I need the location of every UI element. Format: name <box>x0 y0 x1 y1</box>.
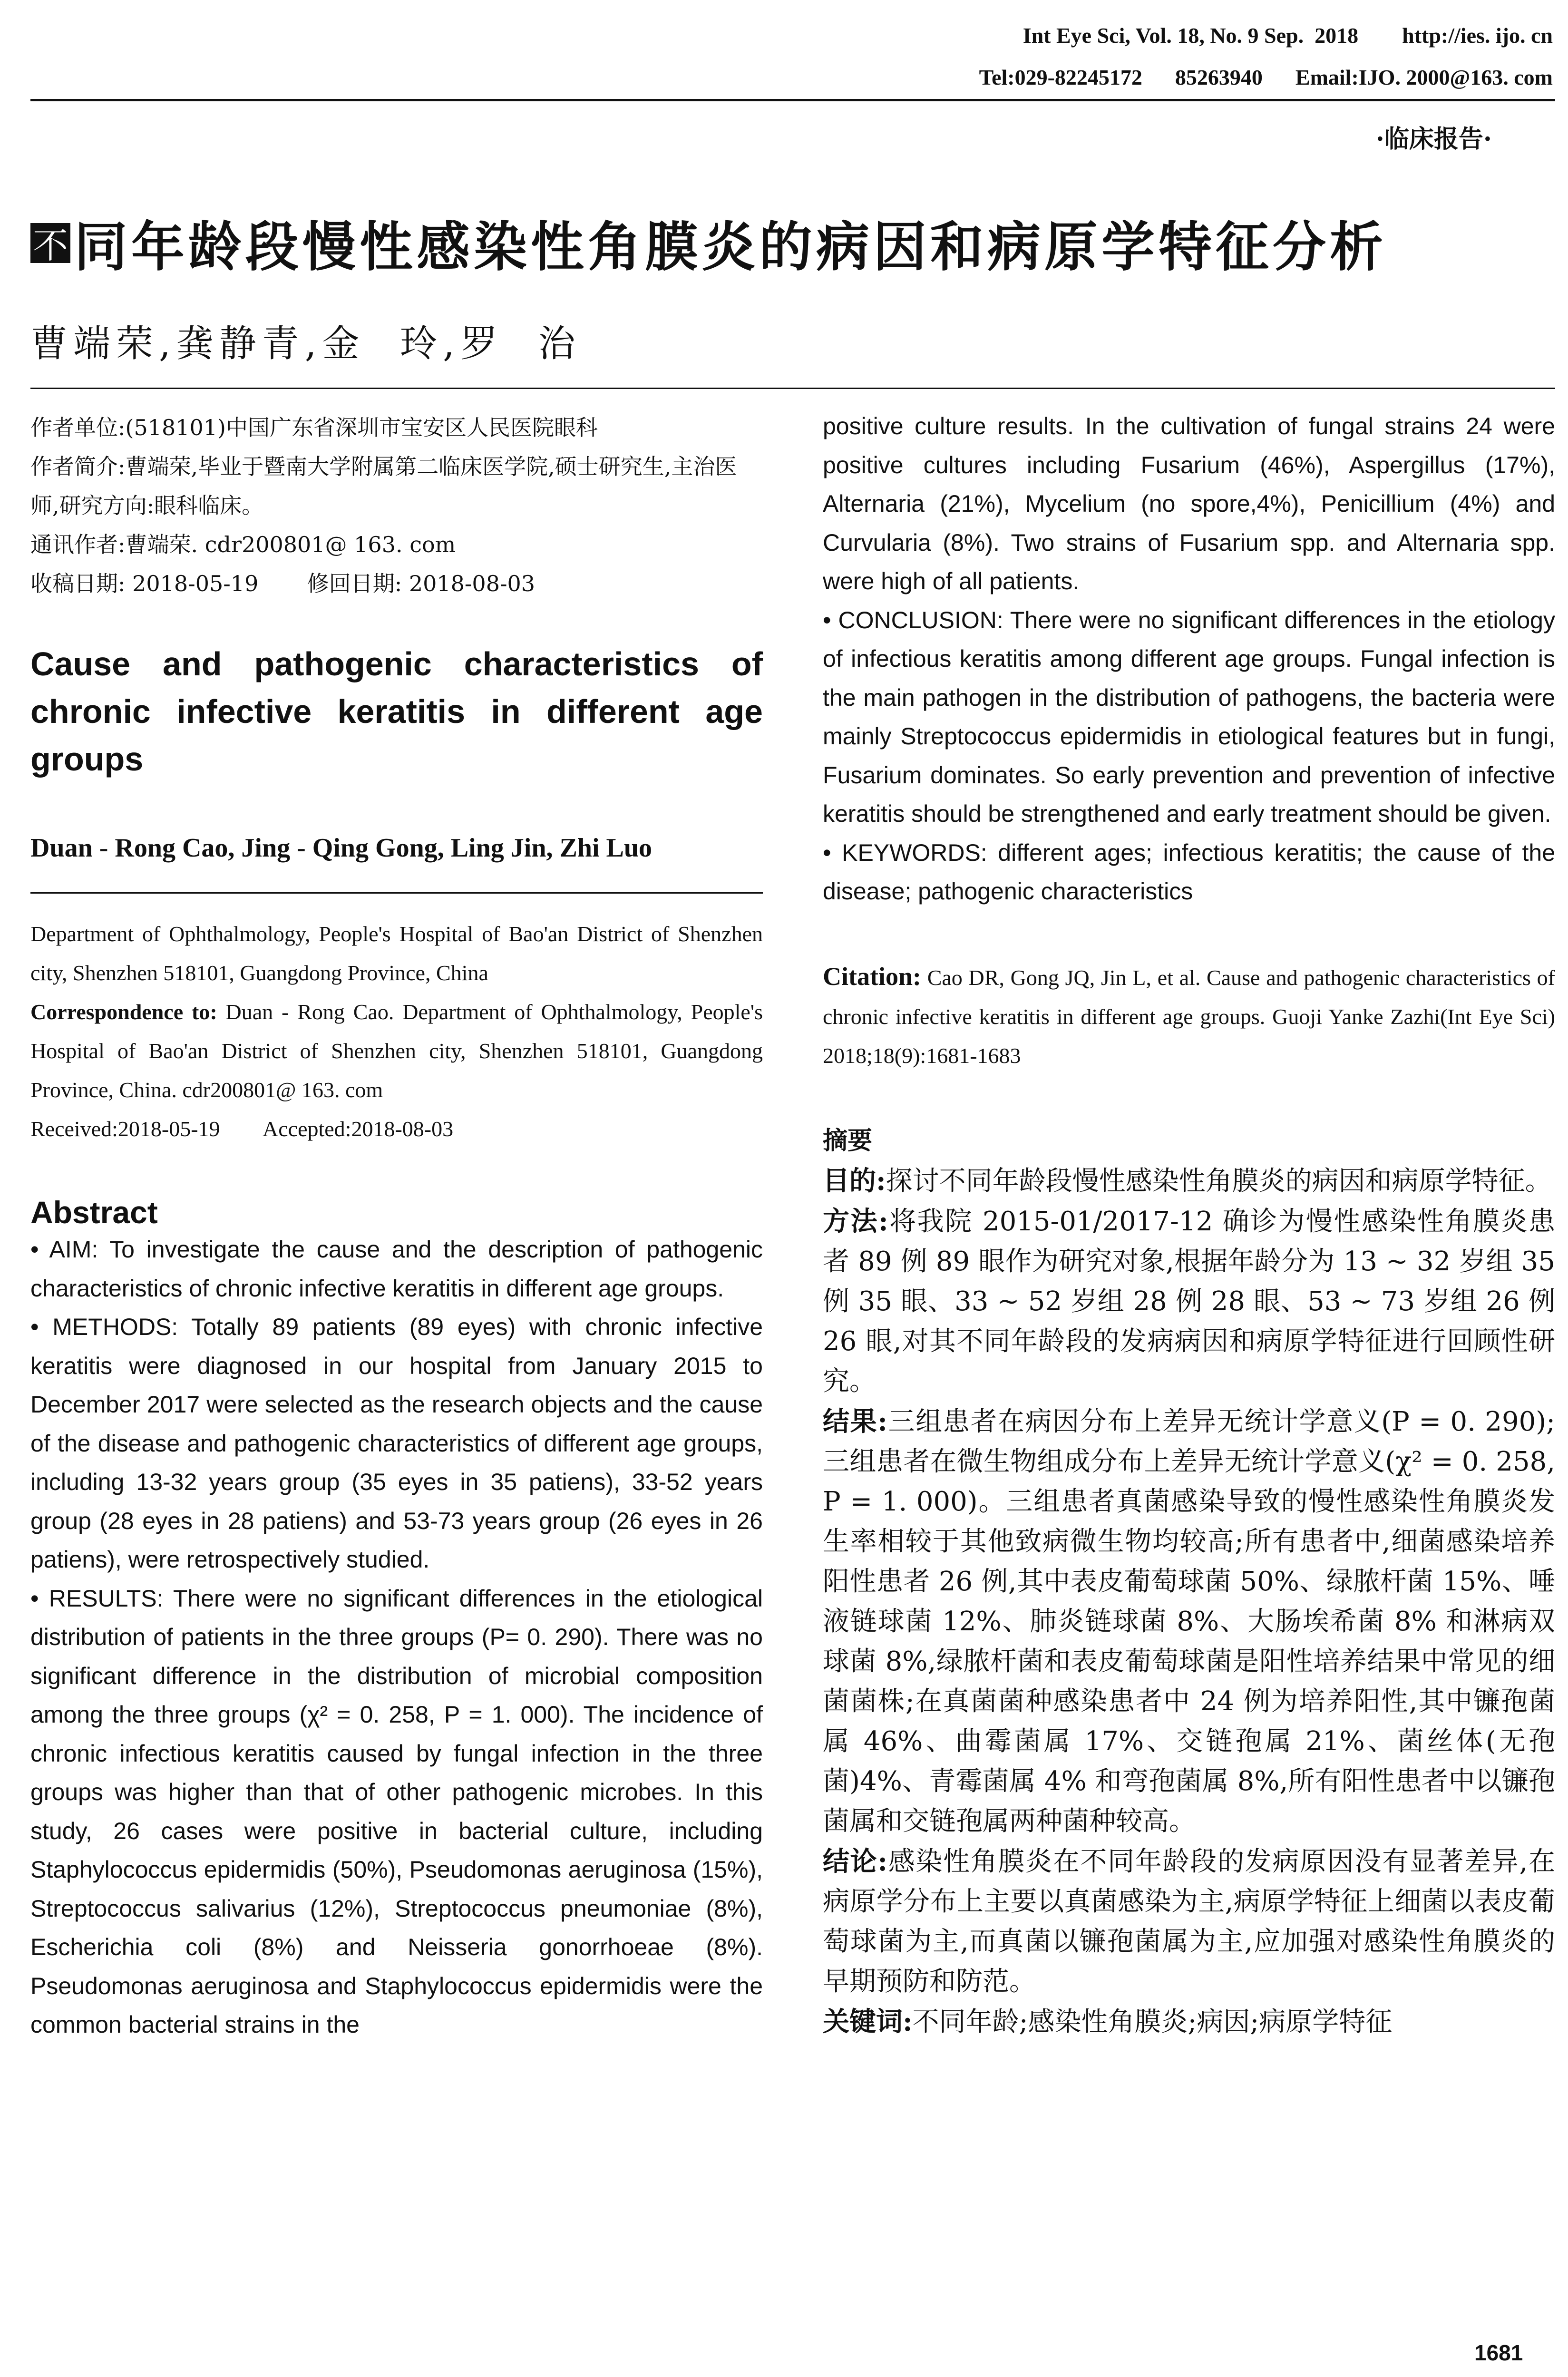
abstract-body-right <box>823 407 1555 911</box>
abstract-results-continued: positive culture results. In the cultivation of fungal strains 24 were positive cultures including Fusarium (46%), Aspergillus (17%), Alternaria (21%), Mycelium (no spore,4%), Penicillium (4%) and Curvularia (8%). Two strains of Fusarium spp. and Alternaria spp. were high of all patients. <box>823 413 1555 594</box>
abstract-results: • RESULTS: There were no significant differences in the etiological distribution of patients in the three groups (P= 0. 290). There was no significant difference in the distribution of microbial composition among the three groups (χ² = 0. 258, P = 1. 000). The incidence of chronic infectious keratitis caused by fungal infection in the three groups was higher than that of other pathogenic microbes. In this study, 26 cases were positive in bacterial culture, including Staphylococcus epidermidis (50%), Pseudomonas aeruginosa (15%), Streptococcus salivarius (12%), Streptococcus pneumoniae (8%), Escherichia coli (8%) and Neisseria gonorrhoeae (8%). Pseudomonas aeruginosa and Staphylococcus epidermidis were the common bacterial strains in the <box>30 1585 763 2038</box>
english-authors: Duan - Rong Cao, Jing - Qing Gong, Ling Jin, Zhi Luo <box>30 833 653 863</box>
zh-results: 结果:三组患者在病因分布上差异无统计学意义(P = 0. 290);三组患者在微生物组成分布上差异无统计学意义(χ² = 0. 258, P = 1. 000)。三组患者真菌感染导致的慢性感染性角膜炎发生率相较于其他致病微生物均较高;所有患者中,细菌感染培养阳性患者 26 例,其中表皮葡萄球菌 50%、绿脓杆菌 15%、唾液链球菌 12%、肺炎链球菌 8%、大肠埃希菌 8% 和淋病双球菌 8%,绿脓杆菌和表皮葡萄球菌是阳性培养结果中常见的细菌菌株;在真菌菌种感染患者中 24 例为培养阳性,其中镰孢菌属 46%、曲霉菌属 17%、交链孢属 21%、菌丝体(无孢菌)4%、青霉菌属 4% 和弯孢菌属 8%,所有阳性患者中以镰孢菌属和交链孢属两种菌种较高。 <box>823 1405 1555 1837</box>
authors-cn: 曹端荣,龚静青,金 玲,罗 治 <box>30 322 581 365</box>
zh-methods: 方法:将我院 2015-01/2017-12 确诊为慢性感染性角膜炎患者 89 例 89 眼作为研究对象,根据年龄分为 13 ~ 32 岁组 35 例 35 眼、33 ~ 52 岁组 28 例 28 眼、53 ~ 73 岁组 26 例 26 眼,对其不同年龄段的发病病因和病原学特征进行回顾性研究。 <box>823 1205 1556 1397</box>
article-title <box>30 205 1387 281</box>
left-column <box>30 408 763 2045</box>
dates-cn: 收稿日期: 2018-05-19 修回日期: 2018-08-03 <box>30 571 536 596</box>
english-title: Cause and pathogenic characteristics of chronic infective keratitis in different age groups <box>30 645 763 778</box>
correspondence-text: Duan - Rong Cao. Department of Ophthalmology, People's Hospital of Bao'an District of Shenzhen city, Shenzhen 518101, Guangdong Province, China. cdr200801@ 163. com <box>30 1000 763 1102</box>
citation-text: Cao DR, Gong JQ, Jin L, et al. Cause and pathogenic characteristics of chronic infective keratitis in different age groups. Guoji Yanke Zazhi(Int Eye Sci) 2018;18(9):1681-1683 <box>823 965 1555 1068</box>
received-dates: Received:2018-05-19 Accepted:2018-08-03 <box>30 1117 454 1141</box>
citation-label: Citation: <box>823 962 921 991</box>
author-unit: 作者单位:(518101)中国广东省深圳市宝安区人民医院眼科 <box>30 415 598 440</box>
page-number: 1681 <box>1474 2340 1523 2365</box>
author-bio: 作者简介:曹端荣,毕业于暨南大学附属第二临床医学院,硕士研究生,主治医师,研究方向:眼科临床。 <box>30 454 737 518</box>
journal-info-line: Int Eye Sci, Vol. 18, No. 9 Sep. 2018 http://ies. ijo. cn <box>1023 23 1553 48</box>
abstract-conclusion: • CONCLUSION: There were no significant differences in the etiology of infectious keratitis among different age groups. Fungal infection is the main pathogen in the distribution of pathogens, the bacteria were mainly Streptococcus epidermidis in etiological features but in fungi, Fusarium dominates. So early prevention and prevention of infective keratitis should be strengthened and early treatment should be given. <box>823 606 1555 827</box>
abstract-heading: Abstract <box>30 1195 158 1230</box>
correspondence <box>30 993 763 1110</box>
right-column <box>823 407 1555 2042</box>
journal-contact-line: Tel:029-82245172 85263940 Email:IJO. 2000@163. com <box>979 65 1553 89</box>
affiliation: Department of Ophthalmology, People's Hospital of Bao'an District of Shenzhen city, Shenzhen 518101, Guangdong Province, China <box>30 922 763 985</box>
title-rule <box>30 388 1555 389</box>
correspondence-label: Correspondence to: <box>30 1000 217 1024</box>
section-tag: ·临床报告· <box>1375 125 1492 154</box>
zh-keywords: 关键词:不同年龄;感染性角膜炎;病因;病原学特征 <box>823 2006 1393 2037</box>
citation <box>823 957 1555 1075</box>
author-rule <box>30 892 763 894</box>
zh-abstract-heading: 摘要 <box>823 1126 873 1155</box>
zh-aim: 目的:探讨不同年龄段慢性感染性角膜炎的病因和病原学特征。 <box>823 1165 1552 1197</box>
abstract-body-left <box>30 1230 763 2045</box>
title-text: 同年龄段慢性感染性角膜炎的病因和病原学特征分析 <box>74 216 1387 278</box>
corresponding-author: 通讯作者:曹端荣. cdr200801@ 163. com <box>30 532 456 557</box>
zh-conclusion: 结论:感染性角膜炎在不同年龄段的发病原因没有显著差异,在病原学分布上主要以真菌感染为主,病原学特征上细菌以表皮葡萄球菌为主,而真菌以镰孢菌属为主,应加强对感染性角膜炎的早期预防和防范。 <box>823 1845 1555 1997</box>
abstract-aim: • AIM: To investigate the cause and the description of pathogenic characteristics of chronic infective keratitis in different age groups. <box>30 1236 763 1302</box>
header-rule <box>30 99 1555 101</box>
zh-abstract <box>823 1121 1555 2042</box>
title-boxed-char: 不 <box>30 223 70 263</box>
abstract-methods: • METHODS: Totally 89 patients (89 eyes) with chronic infective keratitis were diagnosed in our hospital from January 2015 to December 2017 were selected as the research objects and the cause of the disease and pathogenic characteristics of different age groups, including 13-32 years group (35 eyes in 35 patiens), 33-52 years group (28 eyes in 28 patiens) and 53-73 years group (26 eyes in 26 patiens), were retrospectively studied. <box>30 1314 763 1573</box>
abstract-keywords: • KEYWORDS: different ages; infectious keratitis; the cause of the disease; pathogenic characteristics <box>823 839 1555 905</box>
